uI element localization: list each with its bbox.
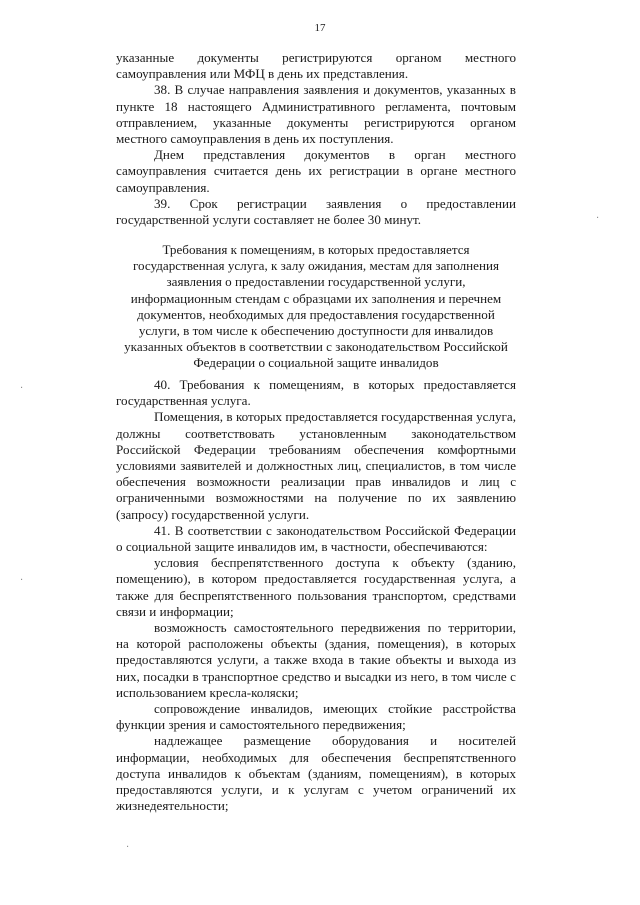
paragraph-premises: Помещения, в которых предоставляется государственная услуга, должны соответствовать установленным законодательством Российской Федерации требованиям обеспечения комфортными условиями заявителей и должностных лиц, специалистов, в том числе обеспечения возможности реализации прав инвалидов и лиц с ограниченными возможностями на получение по их заявлению (запросу) государственной услуги. <box>116 409 516 522</box>
paragraph-39: 39. Срок регистрации заявления о предоставлении государственной услуги составляет не более 30 минут. <box>116 195 516 228</box>
paragraph-continuation: указанные документы регистрируются органом местного самоуправления или МФЦ в день их представления. <box>116 50 516 82</box>
text-block-registration <box>116 50 516 228</box>
paragraph-escort: сопровождение инвалидов, имеющих стойкие расстройства функции зрения и самостоятельного передвижения; <box>116 701 516 733</box>
paragraph-movement: возможность самостоятельного передвижения по территории, на которой расположены объекты (здания, помещения), в которых предоставляются услуги, а также входа в такие объекты и выхода из них, посадки в транспортное средство и высадки из него, в том числе с использованием кресла-коляски; <box>116 620 516 700</box>
scan-speck: · <box>20 575 24 586</box>
paragraph-40: 40. Требования к помещениям, в которых предоставляется государственная услуга. <box>116 377 516 409</box>
page-number: 17 <box>314 22 326 34</box>
section-heading: Требования к помещениям, в которых предоставляется государственная услуга, к залу ожидания, местам для заполнения заявления о предоставлении государственной услуги, информационным стендам с образцами их заполнения и перечнем документов, необходимых для предоставления государственной услуги, в том числе к обеспечению доступности для инвалидов указанных объектов в соответствии с законодательством Российской Федерации о социальной защите инвалидов <box>124 242 508 371</box>
paragraph-access-conditions: условия беспрепятственного доступа к объекту (зданию, помещению), в котором предоставляется государственная услуга, а также для беспрепятственного пользования транспортом, средствами связи и информации; <box>116 555 516 619</box>
paragraph-38: 38. В случае направления заявления и документов, указанных в пункте 18 настоящего Административного регламента, почтовым отправлением, указанные документы регистрируются органом местного самоуправления в день их поступления. <box>116 82 516 147</box>
scan-speck: · <box>596 213 600 224</box>
text-block-premises <box>116 377 516 814</box>
scan-speck: · <box>126 842 130 853</box>
paragraph-registration-day: Днем представления документов в орган местного самоуправления считается день их регистрации в органе местного самоуправления. <box>116 147 516 195</box>
paragraph-equipment: надлежащее размещение оборудования и носителей информации, необходимых для обеспечения беспрепятственного доступа инвалидов к объектам (зданиям, помещениям), в которых предоставляются услуги, и к услугам с учетом ограничений их жизнедеятельности; <box>116 733 516 814</box>
scan-speck: · <box>20 383 24 394</box>
paragraph-41: 41. В соответствии с законодательством Российской Федерации о социальной защите инвалидов им, в частности, обеспечиваются: <box>116 522 516 555</box>
